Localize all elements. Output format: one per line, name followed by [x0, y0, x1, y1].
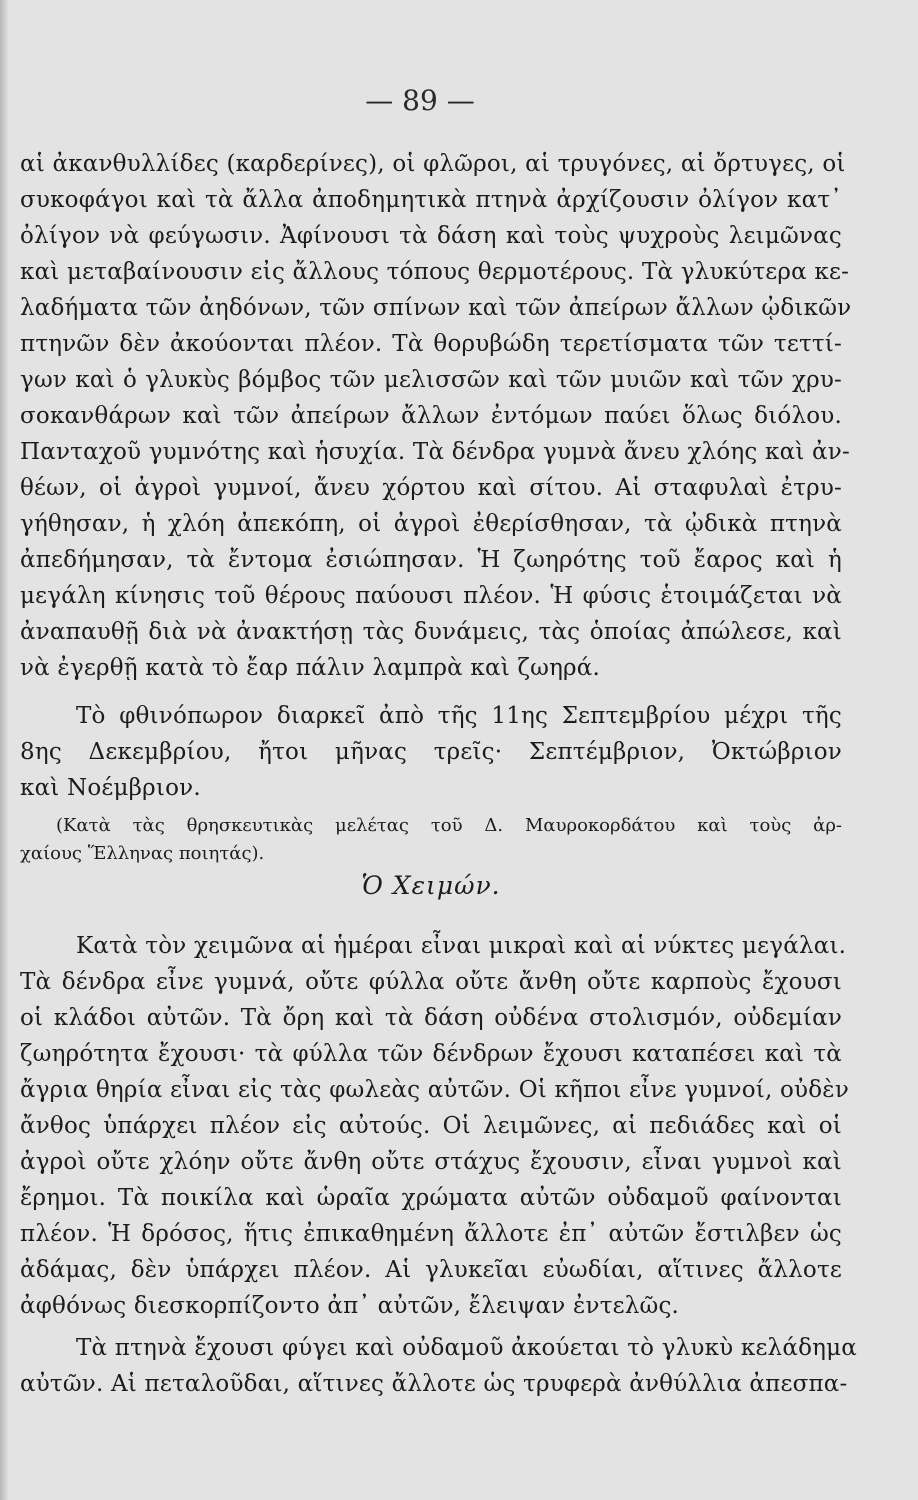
text-line: Τὰ δένδρα εἶνε γυμνά, οὔτε φύλλα οὔτε ἄνθη οὔτε καρποὺς ἔχουσι [20, 969, 842, 995]
citation-line: χαίους Ἕλληνας ποιητάς). [20, 843, 265, 864]
text-line: ἀφθόνως διεσκορπίζοντο ἀπ᾽ αὐτῶν, ἔλειψαν ἐντελῶς. [20, 1293, 680, 1319]
text-line: ἄγρια θηρία εἶναι εἰς τὰς φωλεὰς αὐτῶν. Οἱ κῆποι εἶνε γυμνοί, οὐδὲν [20, 1077, 850, 1103]
text-line: ἄνθος ὑπάρχει πλέον εἰς αὐτούς. Οἱ λειμῶνες, αἱ πεδιάδες καὶ οἱ [20, 1113, 842, 1139]
text-line: Κατὰ τὸν χειμῶνα αἱ ἡμέραι εἶναι μικραὶ καὶ αἱ νύκτες μεγάλαι. [76, 933, 847, 959]
text-line: ἀδάμας, δὲν ὑπάρχει πλέον. Αἱ γλυκεῖαι εὐωδίαι, αἵτινες ἄλλοτε [20, 1257, 842, 1283]
page-number: — 89 — [365, 84, 475, 117]
text-line: ἀγροὶ οὔτε χλόην οὔτε ἄνθη οὔτε στάχυς ἔχουσιν, εἶναι γυμνοὶ καὶ [20, 1149, 842, 1175]
text-line: οἱ κλάδοι αὐτῶν. Τὰ ὄρη καὶ τὰ δάση οὐδένα στολισμόν, οὐδεμίαν [20, 1005, 842, 1031]
text-line: ἀναπαυθῇ διὰ νὰ ἀνακτήσῃ τὰς δυνάμεις, τὰς ὁποίας ἀπώλεσε, καὶ [20, 619, 842, 645]
text-line: Τὰ πτηνὰ ἔχουσι φύγει καὶ οὐδαμοῦ ἀκούεται τὸ γλυκὺ κελάδημα [76, 1335, 857, 1361]
text-line: λαδήματα τῶν ἀηδόνων, τῶν σπίνων καὶ τῶν ἀπείρων ἄλλων ᾠδικῶν [20, 295, 852, 321]
text-line: αὐτῶν. Αἱ πεταλοῦδαι, αἵτινες ἄλλοτε ὡς τρυφερὰ ἀνθύλλια ἀπεσπα- [20, 1371, 848, 1397]
text-line: θέων, οἱ ἀγροὶ γυμνοί, ἄνευ χόρτου καὶ σίτου. Αἱ σταφυλαὶ ἐτρυ- [20, 475, 842, 501]
text-line: Τὸ φθινόπωρον διαρκεῖ ἀπὸ τῆς 11ης Σεπτεμβρίου μέχρι τῆς [76, 703, 842, 729]
text-line: γων καὶ ὁ γλυκὺς βόμβος τῶν μελισσῶν καὶ τῶν μυιῶν καὶ τῶν χρυ- [20, 367, 842, 393]
text-line: μεγάλη κίνησις τοῦ θέρους παύουσι πλέον. Ἡ φύσις ἑτοιμάζεται νὰ [20, 583, 842, 609]
text-line: νὰ ἐγερθῇ κατὰ τὸ ἔαρ πάλιν λαμπρὰ καὶ ζωηρά. [20, 655, 601, 681]
text-line: ζωηρότητα ἔχουσι· τὰ φύλλα τῶν δένδρων ἔχουσι καταπέσει καὶ τὰ [20, 1041, 842, 1067]
text-line: ὀλίγον νὰ φεύγωσιν. Ἀφίνουσι τὰ δάση καὶ τοὺς ψυχροὺς λειμῶνας [20, 223, 842, 249]
text-line: πλέον. Ἡ δρόσος, ἥτις ἐπικαθημένη ἄλλοτε ἐπ᾽ αὐτῶν ἔστιλβεν ὡς [20, 1221, 842, 1247]
text-line: γήθησαν, ἡ χλόη ἀπεκόπη, οἱ ἀγροὶ ἐθερίσθησαν, τὰ ᾠδικὰ πτηνὰ [20, 511, 842, 537]
citation-line: (Κατὰ τὰς θρησκευτικὰς μελέτας τοῦ Δ. Μαυροκορδάτου καὶ τοὺς ἀρ- [56, 815, 842, 836]
text-line: πτηνῶν δὲν ἀκούονται πλέον. Τὰ θορυβώδη τερετίσματα τῶν τεττί- [20, 331, 842, 357]
text-line: αἱ ἀκανθυλλίδες (καρδερίνες), οἱ φλῶροι, αἱ τρυγόνες, αἱ ὄρτυγες, οἱ [20, 151, 846, 177]
text-line: Πανταχοῦ γυμνότης καὶ ἡσυχία. Τὰ δένδρα γυμνὰ ἄνευ χλόης καὶ ἀν- [20, 439, 850, 465]
text-line: καὶ μεταβαίνουσιν εἰς ἄλλους τόπους θερμοτέρους. Τὰ γλυκύτερα κε- [20, 259, 850, 285]
text-line: ἀπεδήμησαν, τὰ ἔντομα ἐσιώπησαν. Ἡ ζωηρότης τοῦ ἔαρος καὶ ἡ [20, 547, 842, 573]
text-line: συκοφάγοι καὶ τὰ ἄλλα ἀποδημητικὰ πτηνὰ ἀρχίζουσιν ὀλίγον κατ᾽ [20, 187, 842, 213]
text-line: σοκανθάρων καὶ τῶν ἀπείρων ἄλλων ἐντόμων παύει ὅλως διόλου. [20, 403, 842, 429]
binding-edge [0, 0, 8, 1500]
text-line: καὶ Νοέμβριον. [20, 775, 201, 801]
text-line: ἔρημοι. Τὰ ποικίλα καὶ ὡραῖα χρώματα αὐτῶν οὐδαμοῦ φαίνονται [20, 1185, 842, 1211]
section-title: Ὁ Χειμών. [361, 871, 501, 900]
text-line: 8ης Δεκεμβρίου, ἤτοι μῆνας τρεῖς· Σεπτέμβριον, Ὀκτώβριον [20, 739, 842, 765]
